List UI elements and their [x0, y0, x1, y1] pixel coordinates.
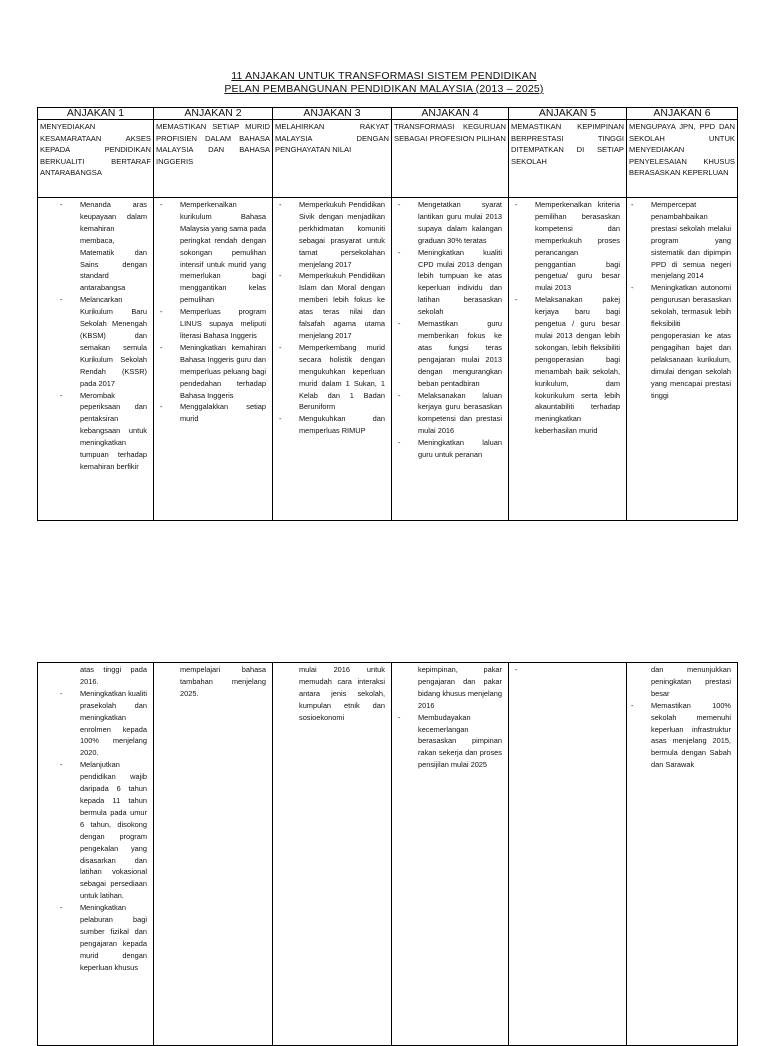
- initiative-continuation-text: kepimpinan, pakar pengajaran dan pakar bidang khusus menjelang 2016: [418, 665, 502, 710]
- initiative-continuation-text: atas tinggi pada 2016.: [80, 665, 147, 686]
- initiatives-anjakan-6: [627, 198, 738, 521]
- header-row: [38, 108, 738, 120]
- initiative-bullet-item: - Memperkembang murid secara holistik dengan mengukuhkan keperluan murid dalam 1 Sukan, 1 Kelab dan 1 Badan Beruniform: [299, 342, 389, 413]
- header-anjakan-3: ANJAKAN 3: [273, 108, 392, 120]
- goal-row: [38, 120, 738, 198]
- initiative-continuation-text: mempelajari bahasa tambahan menjelang 2025.: [180, 665, 266, 698]
- document-subtitle: PELAN PEMBANGUNAN PENDIDIKAN MALAYSIA (2013 – 2025): [224, 83, 544, 95]
- initiative-bullet-item: - Melaksanakan laluan kerjaya guru berasaskan kompetensi dan prestasi mulai 2016: [418, 390, 506, 438]
- initiatives-anjakan-2: [154, 198, 273, 521]
- anjakan-table-page-1: [37, 107, 738, 521]
- document-title: 11 ANJAKAN UNTUK TRANSFORMASI SISTEM PENDIDIKAN: [231, 70, 537, 82]
- initiative-bullet-item: - Melancarkan Kurikulum Baru Sekolah Menengah (KBSM) dan semakan semula Kurikulum Sekolah Rendah (KSSR) pada 2017: [80, 294, 151, 389]
- continued-anjakan-3: [273, 663, 392, 1046]
- initiative-bullet-item: - Meningkatkan kualiti prasekolah dan meningkatkan enrolmen kepada 100% menjelang 2020.: [80, 688, 151, 759]
- continued-anjakan-4: [392, 663, 509, 1046]
- continued-anjakan-6: [627, 663, 738, 1046]
- goal-anjakan-5: MEMASTIKAN KEPIMPINAN BERPRESTASI TINGGI DITEMPATKAN DI SETIAP SEKOLAH: [509, 120, 627, 198]
- header-anjakan-5: ANJAKAN 5: [509, 108, 627, 120]
- initiatives-anjakan-5: [509, 198, 627, 521]
- header-anjakan-1: ANJAKAN 1: [38, 108, 154, 120]
- header-anjakan-6: ANJAKAN 6: [627, 108, 738, 120]
- initiative-bullet-item: - Meningkatkan kualiti CPD mulai 2013 dengan lebih tumpuan ke atas keperluan individu dan latihan berasaskan sekolah: [418, 247, 506, 318]
- initiative-bullet-item: - Mengetatkan syarat lantikan guru mulai 2013 supaya dalam kalangan graduan 30% teratas: [418, 199, 506, 247]
- initiative-bullet-item: - Memastikan 100% sekolah memenuhi keperluan infrastruktur asas menjelang 2015, bermula dengan Sabah dan Sarawak: [651, 700, 735, 771]
- initiatives-anjakan-4: [392, 198, 509, 521]
- initiative-bullet-item: - Memperkukuh Pendidikan Sivik dengan menjadikan perkhidmatan komuniti sebagai prasyarat untuk tamat persekolahan menjelang 2017: [299, 199, 389, 270]
- continued-initiatives-row: [38, 663, 738, 1046]
- initiative-bullet-item: - Memperluas program LINUS supaya meliputi literasi Bahasa Inggeris: [180, 306, 270, 342]
- initiative-bullet-item: - Mempercepat penambahbaikan prestasi sekolah melalui program yang sistematik dan dipimpin PPD di semua negeri menjelang 2014: [651, 199, 735, 282]
- goal-anjakan-4: TRANSFORMASI KEGURUAN SEBAGAI PROFESION PILIHAN: [392, 120, 509, 198]
- anjakan-table-page-2: [37, 662, 738, 1046]
- continued-anjakan-5: [509, 663, 627, 1046]
- initiative-bullet-item: [535, 664, 624, 676]
- continued-anjakan-2: [154, 663, 273, 1046]
- initiative-bullet-item: - Merombak peperiksaan dan pentaksiran kebangsaan untuk meningkatkan tumpuan terhadap kemahiran berfikir: [80, 390, 151, 473]
- initiative-bullet-item: - Membudayakan kecemerlangan berasaskan pimpinan rakan sekerja dan proses pensijilan mulai 2025: [418, 712, 506, 772]
- initiative-bullet-item: - Memperkenalkan kriteria pemilihan berasaskan kompetensi dan memperkukuh proses perancangan penggantian bagi pengetua/ guru besar mulai 2013: [535, 199, 624, 294]
- initiatives-anjakan-3: [273, 198, 392, 521]
- continued-anjakan-1: [38, 663, 154, 1046]
- goal-anjakan-2: MEMASTIKAN SETIAP MURID PROFISIEN DALAM BAHASA MALAYSIA DAN BAHASA INGGERIS: [154, 120, 273, 198]
- goal-anjakan-1: MENYEDIAKAN KESAMARATAAN AKSES KEPADA PENDIDIKAN BERKUALITI BERTARAF ANTARABANGSA: [38, 120, 154, 198]
- initiatives-anjakan-1: [38, 198, 154, 521]
- header-anjakan-2: ANJAKAN 2: [154, 108, 273, 120]
- initiative-bullet-item: - Melanjutkan pendidikan wajib daripada 6 tahun kepada 11 tahun bermula pada umur 6 tahun, disokong dengan program pengekalan yang disasarkan dan latihan vokasional sebagai persediaan untuk latihan.: [80, 759, 151, 902]
- goal-anjakan-3: MELAHIRKAN RAKYAT MALAYSIA DENGAN PENGHAYATAN NILAI: [273, 120, 392, 198]
- initiative-bullet-item: - Memastikan guru memberikan fokus ke atas fungsi teras pengajaran mulai 2013 dengan mengurangkan beban pentadbiran: [418, 318, 506, 389]
- initiative-bullet-item: - Memperkukuh Pendidikan Islam dan Moral dengan memberi lebih fokus ke atas teras nilai dan falsafah agama utama menjelang 2017: [299, 270, 389, 341]
- initiative-continuation-text: dan menunjukkan peningkatan prestasi besar: [651, 665, 731, 698]
- initiatives-row: [38, 198, 738, 521]
- initiative-bullet-item: - Meningkatkan pelaburan bagi sumber fizikal dan pengajaran kepada murid dengan keperluan khusus: [80, 902, 151, 973]
- goal-anjakan-6: MENGUPAYA JPN, PPD DAN SEKOLAH UNTUK MENYEDIAKAN PENYELESAIAN KHUSUS BERASASKAN KEPERLUAN: [627, 120, 738, 198]
- header-anjakan-4: ANJAKAN 4: [392, 108, 509, 120]
- initiative-bullet-item: - Meningkatkan kemahiran Bahasa Inggeris guru dan memperluas peluang bagi pendedahan terhadap Bahasa Inggeris: [180, 342, 270, 402]
- initiative-bullet-item: - Melaksanakan pakej kerjaya baru bagi pengetua / guru besar mulai 2013 dengan lebih sokongan, lebih fleksibiliti pengoperasian bagi menambah baik sekolah, kurikulum, dam kokurikulum serta lebih akauntabiliti terhadap meningkatkan keberhasilan murid: [535, 294, 624, 437]
- initiative-bullet-item: - Memperkenalkan kurikulum Bahasa Malaysia yang sama pada peringkat rendah dengan sokongan pemulihan intensif untuk murid yang memerlukan bagi menggantikan kelas pemulihan: [180, 199, 270, 306]
- initiative-continuation-text: mulai 2016 untuk memudah cara interaksi antara jenis sekolah, kumpulan etnik dan sosioekonomi: [299, 665, 385, 722]
- initiative-bullet-item: - Mengukuhkan dan memperluas RIMUP: [299, 413, 389, 437]
- initiative-bullet-item: - Menggalakkan setiap murid: [180, 401, 270, 425]
- initiative-bullet-item: - Meningkatkan autonomi pengurusan berasaskan sekolah, termasuk lebih fleksibiliti pengoperasian ke atas pengagihan bajet dan pelaksanaan kurikulum, dimulai dengan sekolah yang mencapai prestasi tinggi: [651, 282, 735, 401]
- initiative-bullet-item: - Menanda aras keupayaan dalam kemahiran membaca, Matematik dan Sains dengan standard antarabangsa: [80, 199, 151, 294]
- initiative-bullet-item: - Meningkatkan laluan guru untuk peranan: [418, 437, 506, 461]
